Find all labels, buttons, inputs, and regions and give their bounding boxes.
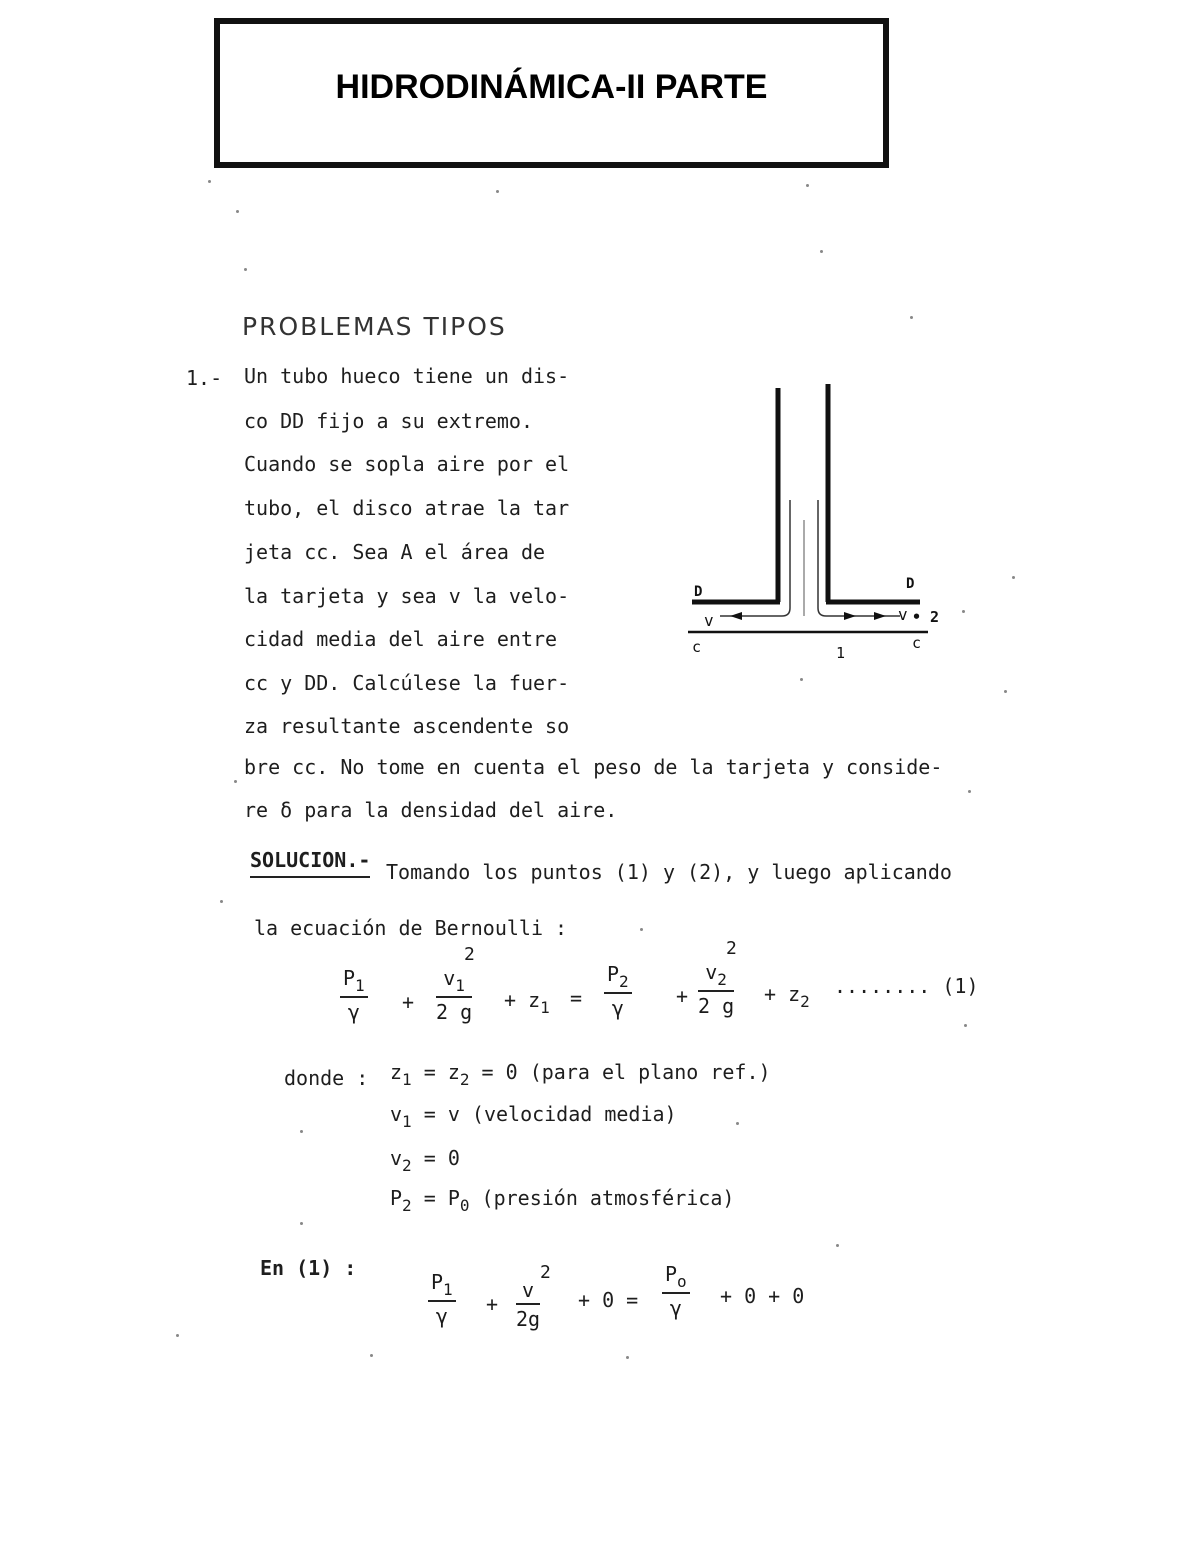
subscript: o (677, 1272, 687, 1291)
document-title: HIDRODINÁMICA-II PARTE (335, 67, 768, 106)
condition-row (390, 1060, 771, 1089)
equation-tail: + 0 + 0 (720, 1284, 805, 1308)
subscript: 1 (402, 1070, 412, 1089)
subscript: 1 (540, 998, 550, 1017)
symbol: P (431, 1270, 444, 1294)
fraction-v1-2g (436, 966, 472, 1024)
subscript: 2 (402, 1196, 412, 1215)
problem-line: jeta cc. Sea A el área de (244, 540, 546, 564)
symbol: 2g (516, 1307, 541, 1331)
problem-line: cidad media del aire entre (244, 627, 558, 651)
symbol: P (607, 962, 620, 986)
symbol: 2 g (698, 994, 735, 1018)
condition-row (390, 1146, 460, 1175)
subscript: 2 (402, 1156, 412, 1175)
symbol: γ (347, 1000, 360, 1024)
symbol: 2 g (436, 1000, 473, 1024)
arrow-right (844, 612, 856, 620)
symbol: + z (504, 988, 541, 1012)
equation-tag: ........ (1) (834, 974, 979, 998)
term-z2 (764, 982, 810, 1011)
condition-text: = v (velocidad media) (423, 1102, 677, 1126)
section-heading: PROBLEMAS TIPOS (242, 312, 507, 341)
fraction-v2-2g (698, 960, 734, 1018)
problem-line: la tarjeta y sea v la velo- (244, 584, 570, 608)
tube-disc-diagram (660, 370, 960, 670)
diagram-label-d-left: D (694, 584, 703, 600)
symbol: v (390, 1146, 403, 1170)
diagram-label-point-1: 1 (836, 644, 846, 662)
subscript: 1 (355, 976, 365, 995)
problem-line: cc y DD. Calcúlese la fuer- (244, 671, 570, 695)
symbol: = P (423, 1186, 460, 1210)
term-z1 (504, 988, 550, 1017)
problem-line: Un tubo hueco tiene un dis- (244, 364, 570, 388)
subscript: 2 (619, 972, 629, 991)
condition-text: (presión atmosférica) (469, 1186, 735, 1210)
en1-label: En (1) : (260, 1256, 357, 1280)
subscript: 2 (717, 970, 727, 989)
arrow-right-2 (874, 612, 886, 620)
diagram-label-c-left: c (692, 638, 702, 656)
problem-number: 1.- (186, 366, 223, 390)
subscript: 2 (800, 992, 810, 1011)
operator: + (486, 1292, 499, 1316)
symbol: v (705, 960, 718, 984)
symbol: P (390, 1186, 403, 1210)
superscript: 2 (464, 944, 475, 965)
title-box (214, 18, 889, 168)
condition-text: = 0 (para el plano ref.) (469, 1060, 771, 1084)
symbol: v (390, 1102, 403, 1126)
solution-label: SOLUCION.- (250, 848, 370, 878)
symbol: + z (764, 982, 801, 1006)
problem-line: bre cc. No tome en cuenta el peso de la tarjeta y conside- (244, 755, 943, 779)
solution-intro-line: la ecuación de Bernoulli : (254, 916, 568, 940)
problem-line: za resultante ascendente so (244, 714, 570, 738)
problem-line: Cuando se sopla aire por el (244, 452, 570, 476)
diagram-label-d-right: D (906, 576, 915, 592)
arrow-left (730, 612, 742, 620)
fraction-p1-gamma (340, 966, 368, 1024)
subscript: 1 (402, 1112, 412, 1131)
subscript: 2 (459, 1070, 470, 1089)
operator: + 0 = (578, 1288, 639, 1312)
problem-line: co DD fijo a su extremo. (244, 409, 533, 433)
fraction-p2-gamma (604, 962, 632, 1020)
subscript: 1 (455, 976, 465, 995)
condition-text: = 0 (423, 1146, 460, 1170)
operator: = (570, 986, 583, 1010)
symbol: v (443, 966, 456, 990)
symbol: P (665, 1262, 678, 1286)
problem-line: tubo, el disco atrae la tar (244, 496, 570, 520)
symbol: γ (611, 996, 624, 1020)
subscript: 1 (443, 1280, 453, 1299)
donde-label: donde : (284, 1066, 369, 1090)
diagram-label-v-right: v (898, 605, 908, 624)
problem-line: re δ para la densidad del aire. (244, 798, 618, 822)
fraction-p0-gamma (662, 1262, 690, 1320)
solution-intro-line: Tomando los puntos (1) y (2), y luego aplicando (386, 860, 952, 884)
fraction-v-2g (516, 1278, 540, 1331)
symbol: v (516, 1278, 540, 1305)
subscript: 0 (459, 1196, 470, 1215)
condition-row (390, 1186, 734, 1215)
diagram-label-point-2: • 2 (912, 608, 940, 626)
diagram-label-v-left: v (704, 611, 714, 630)
operator: + (402, 990, 415, 1014)
symbol: P (343, 966, 356, 990)
superscript: 2 (726, 938, 737, 959)
symbol: = z (423, 1060, 460, 1084)
operator: + (676, 984, 689, 1008)
superscript: 2 (540, 1262, 551, 1283)
symbol: z (390, 1060, 403, 1084)
symbol: γ (435, 1304, 448, 1328)
diagram-label-c-right: c (912, 634, 922, 652)
fraction-p1-gamma (428, 1270, 456, 1328)
condition-row (390, 1102, 677, 1131)
symbol: γ (669, 1296, 682, 1320)
